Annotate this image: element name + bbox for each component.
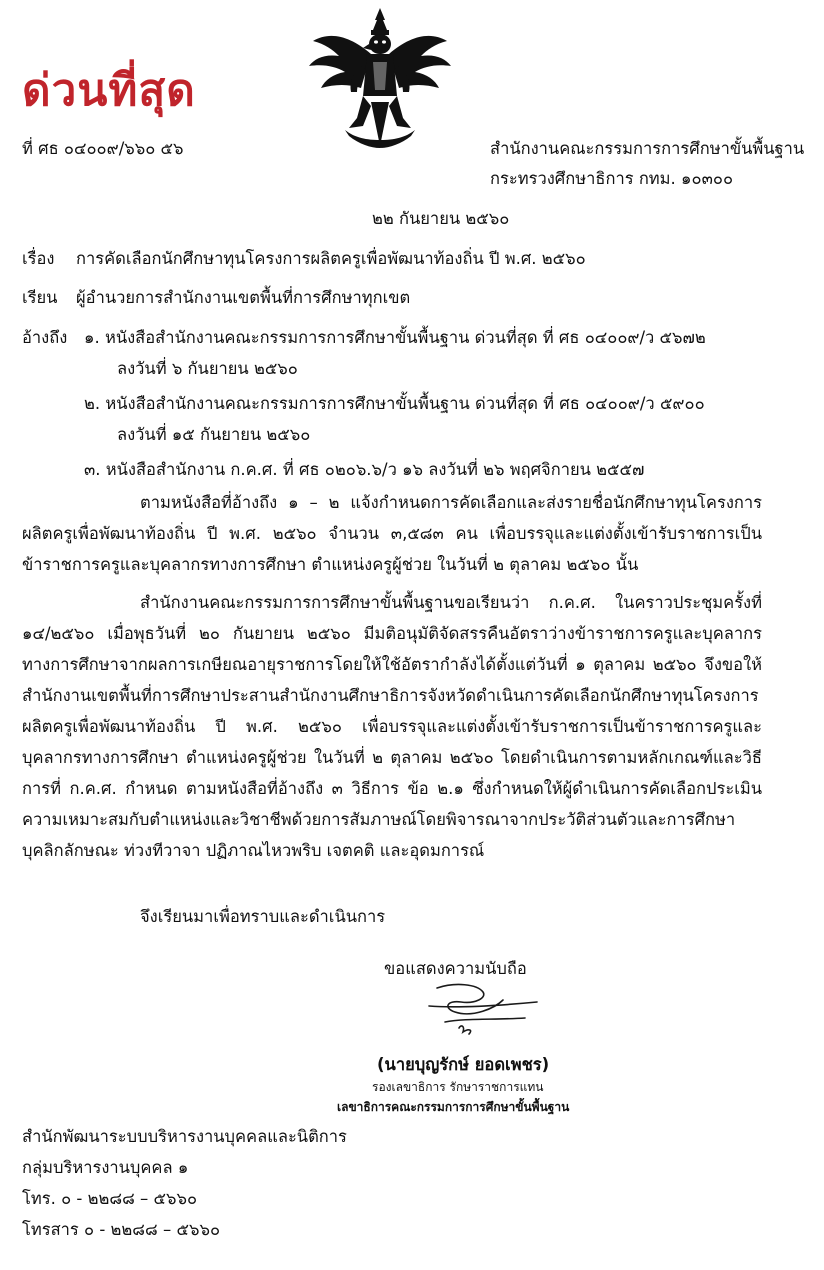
body-paragraph-2-text: สำนักงานคณะกรรมการการศึกษาขั้นพื้นฐานขอเรียนว่า ก.ค.ศ. ในคราวประชุมครั้งที่ ๑๔/๒๕๖๐ เมื่อพุธวันที่ ๒๐ กันยายน ๒๕๖๐ มีมติอนุมัติจัดสรรคืนอัตราว่างข้าราชการครูและบุคลากรทางการศึกษาจากผลการเกษียณอายุราชการโดยให้ใช้อัตรากำลังได้ตั้งแต่วันที่ ๑ ตุลาคม ๒๕๖๐ จึงขอให้สำนักงานเขตพื้นที่การศึกษาประสานสำนักงานศึกษาธิการจังหวัดดำเนินการคัดเลือกนักศึกษาทุนโครงการผลิตครูเพื่อพัฒนาท้องถิ่น ปี พ.ศ. ๒๕๖๐ เพื่อบรรจุและแต่งตั้งเข้ารับราชการเป็นข้าราชการครูและบุคลากรทางการศึกษา ตำแหน่งครูผู้ช่วย ในวันที่ ๒ ตุลาคม ๒๕๖๐ โดยดำเนินการตามหลักเกณฑ์และวิธีการที่ ก.ค.ศ. กำหนด ตามหนังสือที่อ้างถึง ๓ วิธีการ ข้อ ๒.๑ ซึ่งกำหนดให้ผู้ดำเนินการคัดเลือกประเมินความเหมาะสมกับตำแหน่งและวิชาชีพด้วยการสัมภาษณ์โดยพิจารณาจากประวัติส่วนตัวและการศึกษา บุคลิกลักษณะ ท่วงทีวาจา ปฏิภาณไหวพริบ เจตคติ และอุดมการณ์ [22,593,762,860]
garuda-emblem [305,6,455,156]
signer-name: (นายบุญรักษ์ ยอดเพชร) [377,1055,550,1074]
body-paragraph-1 [22,487,762,583]
footer-office: สำนักพัฒนาระบบบริหารงานบุคคลและนิติการ [22,1127,347,1146]
footer-fax: โทรสาร ๐ - ๒๒๘๘ – ๕๖๖๐ [22,1220,221,1239]
reference-item-2-date: ลงวันที่ ๑๕ กันยายน ๒๕๖๐ [117,425,311,444]
signer-acting-title: รองเลขาธิการ รักษาราชการแทน [372,1080,544,1094]
urgency-stamp: ด่วนที่สุด [22,65,196,116]
to-label: เรียน [22,288,58,307]
closing-request: จึงเรียนมาเพื่อทราบและดำเนินการ [140,907,386,926]
signer-title: เลขาธิการคณะกรรมการการศึกษาขั้นพื้นฐาน [337,1100,570,1114]
reference-item-3: ๓. หนังสือสำนักงาน ก.ค.ศ. ที่ ศธ ๐๒๐๖.๖/ว ๑๖ ลงวันที่ ๒๖ พฤศจิกายน ๒๕๕๗ [84,460,645,479]
handwritten-signature [425,978,540,1048]
reference-item-1-date: ลงวันที่ ๖ กันยายน ๒๕๖๐ [117,359,298,378]
subject-label: เรื่อง [22,249,55,268]
org-line-1: สำนักงานคณะกรรมการการศึกษาขั้นพื้นฐาน [490,139,805,158]
footer-phone: โทร. ๐ - ๒๒๘๘ – ๕๖๖๐ [22,1189,198,1208]
body-paragraph-1-text: ตามหนังสือที่อ้างถึง ๑ – ๒ แจ้งกำหนดการคัดเลือกและส่งรายชื่อนักศึกษาทุนโครงการผลิตครูเพื่อพัฒนาท้องถิ่น ปี พ.ศ. ๒๕๖๐ จำนวน ๓,๕๘๓ คน เพื่อบรรจุและแต่งตั้งเข้ารับราชการเป็นข้าราชการครูและบุคลากรทางการศึกษา ตำแหน่งครูผู้ช่วย ในวันที่ ๒ ตุลาคม ๒๕๖๐ นั้น [22,493,762,574]
reference-item-2: ๒. หนังสือสำนักงานคณะกรรมการการศึกษาขั้นพื้นฐาน ด่วนที่สุด ที่ ศธ ๐๔๐๐๙/ว ๕๙๐๐ [84,394,705,413]
to-text: ผู้อำนวยการสำนักงานเขตพื้นที่การศึกษาทุกเขต [76,288,411,307]
subject-text: การคัดเลือกนักศึกษาทุนโครงการผลิตครูเพื่อพัฒนาท้องถิ่น ปี พ.ศ. ๒๕๖๐ [76,249,586,268]
reference-item-1: ๑. หนังสือสำนักงานคณะกรรมการการศึกษาขั้นพื้นฐาน ด่วนที่สุด ที่ ศธ ๐๔๐๐๙/ว ๕๖๗๒ [84,328,706,347]
document-date: ๒๒ กันยายน ๒๕๖๐ [372,209,510,228]
org-line-2: กระทรวงศึกษาธิการ กทม. ๑๐๓๐๐ [490,169,734,188]
document-number: ที่ ศธ ๐๔๐๐๙/๖๖๐ ๕๖ [22,139,184,158]
references-label: อ้างถึง [22,328,68,347]
body-paragraph-2 [22,587,762,877]
footer-group: กลุ่มบริหารงานบุคคล ๑ [22,1158,189,1177]
signature-closing: ขอแสดงความนับถือ [384,959,527,978]
